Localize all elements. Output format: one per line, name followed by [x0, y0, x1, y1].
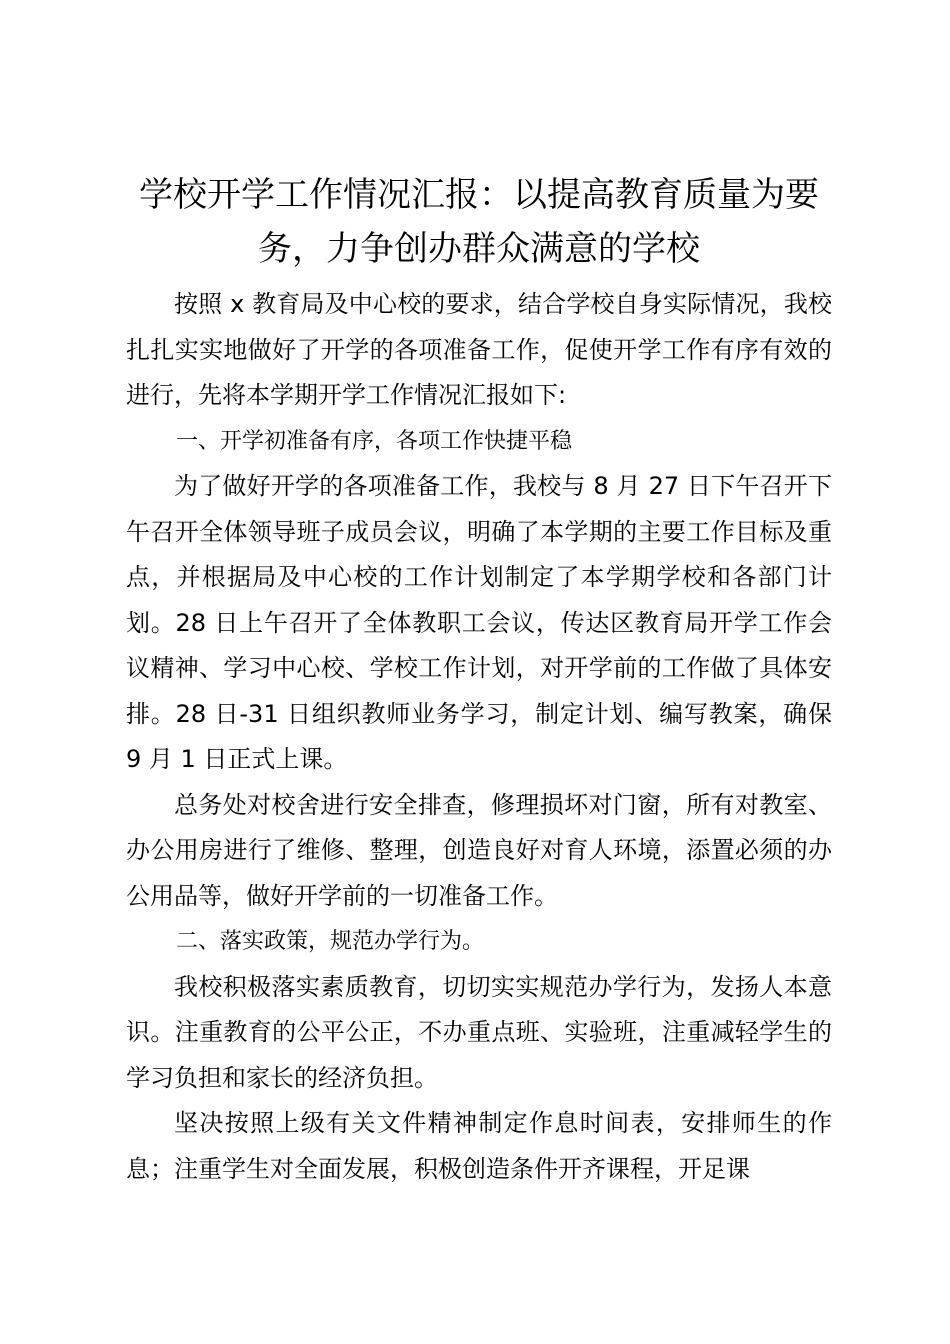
document-body — [126, 282, 832, 1192]
section-heading-2: 二、落实政策，规范办学行为。 — [176, 929, 485, 954]
paragraph-intro: 按照 x 教育局及中心校的要求，结合学校自身实际情况，我校扎扎实实地做好了开学的各项准备工作，促使开学工作有序有效的进行，先将本学期开学工作情况汇报如下: — [126, 290, 832, 409]
paragraph-quality-education: 我校积极落实素质教育，切切实实规范办学行为，发扬人本意识。注重教育的公平公正，不办重点班、实验班，注重减轻学生的学习负担和家长的经济负担。 — [126, 972, 832, 1092]
section-heading-1: 一、开学初准备有序，各项工作快捷平稳 — [176, 428, 573, 454]
paragraph-general-affairs: 总务处对校舍进行安全排查，修理损坏对门窗，所有对教室、办公用房进行了维修、整理，创造良好对育人环境，添置必须的办公用品等，做好开学前的一切准备工作。 — [126, 790, 832, 910]
paragraph-preparation: 为了做好开学的各项准备工作，我校与 8 月 27 日下午召开下午召开全体领导班子成员会议，明确了本学期的主要工作目标及重点，并根据局及中心校的工作计划制定了本学期学校和各部门计划。28 日上午召开了全体教职工会议，传达区教育局开学工作会议精神、学习中心校、学校工作计划，对开学前的工作做了具体安排。28 日-31 日组织教师业务学习，制定计划、编写教案，确保 9 月 1 日正式上课。 — [126, 472, 832, 773]
paragraph-schedule: 坚决按照上级有关文件精神制定作息时间表，安排师生的作息；注重学生对全面发展，积极创造条件开齐课程，开足课 — [126, 1109, 832, 1183]
document-page — [126, 168, 832, 1192]
document-title: 学校开学工作情况汇报：以提高教育质量为要务，力争创办群众满意的学校 — [139, 175, 819, 269]
